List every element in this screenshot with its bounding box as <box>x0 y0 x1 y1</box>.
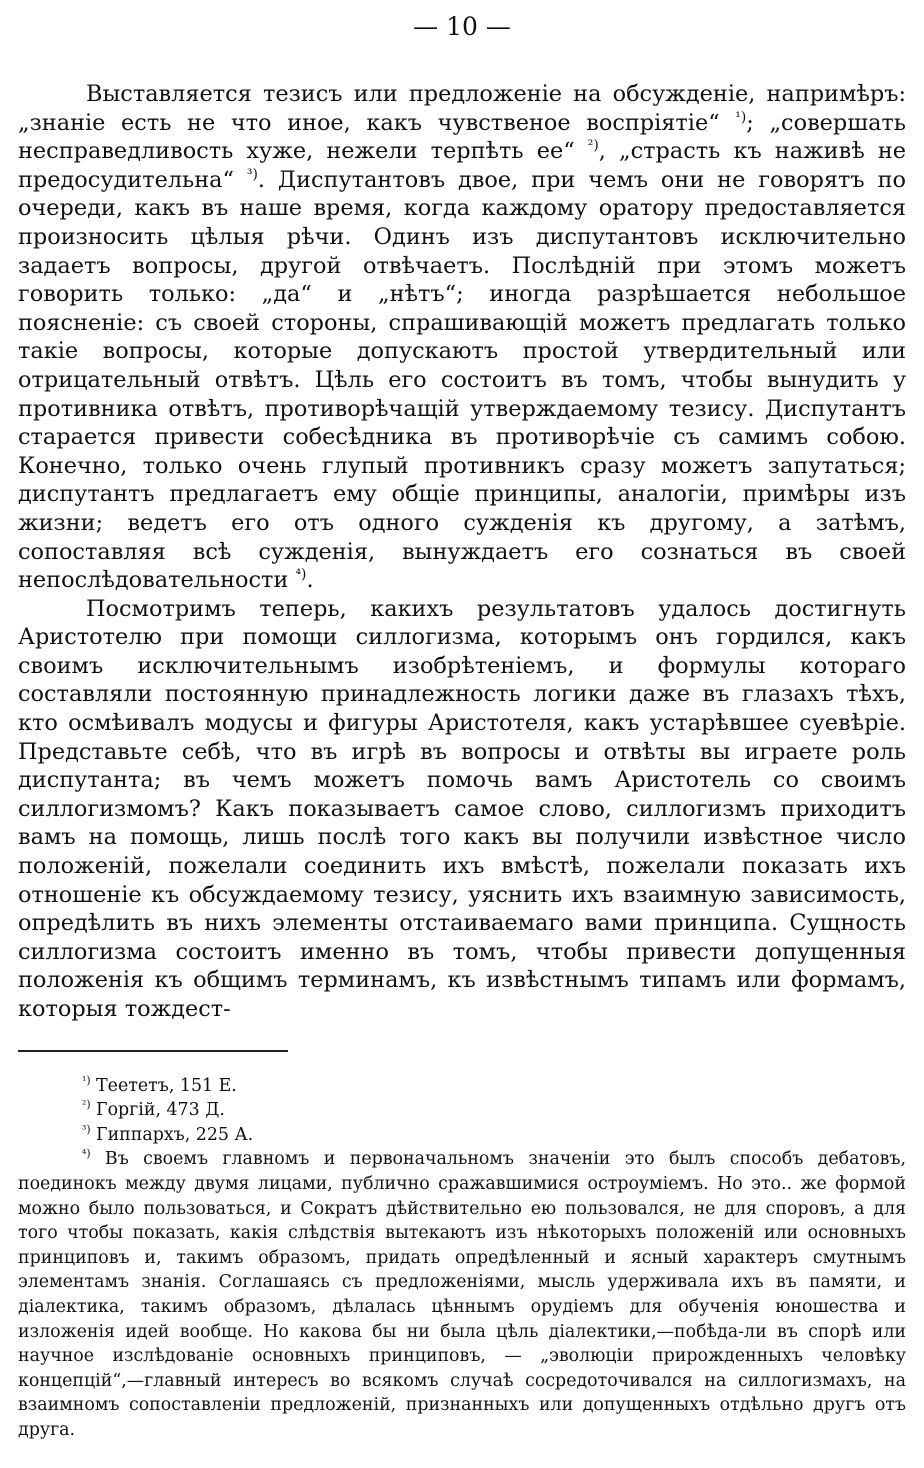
text-run: ; „совершать несправедливость хуже, нежели терпѣть ее“ <box>18 109 906 165</box>
footnote-2 <box>18 1098 906 1123</box>
footnote-ref-1: ¹) <box>735 109 747 126</box>
footnote-mark: ¹) <box>82 1073 91 1087</box>
text-run: , „страсть къ наживѣ не предосудительна“ <box>18 138 907 193</box>
text-run: . Диспутантовъ двое, при чемъ они не говорятъ по очереди, какъ въ наше время, когда каждому оратору предоставляется произносить цѣлыя рѣчи. Одинъ изъ диспутантовъ исключительно задаетъ вопросы, другой отвѣчаетъ. Послѣдній при этомъ можетъ говорить только: „да“ и „нѣтъ“; иногда разрѣшается небольшое поясненіе: съ своей стороны, спрашивающій можетъ предлагать только такіе вопросы, которые допускаютъ простой утвердительный или отрицательный отвѣтъ. Цѣль его состоитъ въ томъ, чтобы вынудить у противника отвѣтъ, противорѣчащій утверждаемому тезису. Диспутантъ старается привести собесѣдника въ противорѣчіе съ самимъ собою. Конечно, только очень глупый противникъ сразу можетъ запутаться; диспутантъ предлагаетъ ему общіе принципы, аналогіи, примѣры изъ жизни; ведетъ его отъ одного сужденія къ другому, а затѣмъ, сопоставляя всѣ сужденія, вынуждаетъ его сознаться въ своей непослѣдовательности <box>18 166 906 594</box>
footnote-4 <box>18 1147 906 1442</box>
paragraph-2 <box>18 595 906 1024</box>
footnote-ref-3: ³) <box>246 166 258 183</box>
footnote-mark: ²) <box>82 1098 91 1112</box>
footnote-ref-2: ²) <box>587 137 599 154</box>
footnote-text: Гиппархъ, 225 А. <box>90 1124 254 1145</box>
footnote-divider <box>18 1050 288 1052</box>
book-page <box>18 10 906 1443</box>
footnote-mark: ³) <box>82 1122 91 1136</box>
footnote-mark: ⁴) <box>82 1147 91 1161</box>
paragraph-1 <box>18 80 906 595</box>
footnote-1 <box>18 1074 906 1099</box>
text-run: . <box>306 567 314 594</box>
footnote-3 <box>18 1123 906 1148</box>
text-run: Посмотримъ теперь, какихъ результатовъ удалось достигнуть Аристотелю при помощи силлогизма, которымъ онъ гордился, какъ своимъ исключительнымъ изобрѣтеніемъ, и формулы котораго составляли постоянную принадлежность логики даже въ глазахъ тѣхъ, кто осмѣивалъ модусы и фигуры Аристотеля, какъ устарѣвшее суевѣріе. Представьте себѣ, что въ игрѣ въ вопросы и отвѣты вы играете роль диспутанта; въ чемъ можетъ помочь вамъ Аристотель со своимъ силлогизмомъ? Какъ показываетъ самое слово, силлогизмъ приходитъ вамъ на помощь, лишь послѣ того какъ вы получили извѣстное число положеній, пожелали соединить ихъ вмѣстѣ, пожелали показать ихъ отношеніе къ обсуждаемому тезису, уяснить ихъ взаимную зависимость, опредѣлить въ нихъ элементы отстаиваемаго вами принципа. Сущность силлогизма состоитъ именно въ томъ, чтобы привести допущенныя положенія къ общимъ терминамъ, къ извѣстнымъ типамъ или формамъ, которыя тождест- <box>18 595 906 1022</box>
text-run: Выставляется тезисъ или предложеніе на обсужденіе, напримѣръ: „знаніе есть не что иное, какъ чувственое воспріятіе“ <box>18 81 906 136</box>
footnotes <box>18 1074 906 1443</box>
page-number: — 10 — <box>413 12 511 41</box>
footnote-text: Теететъ, 151 Е. <box>90 1075 237 1096</box>
footnote-ref-4: ⁴) <box>295 566 307 583</box>
footnote-text: Въ своемъ главномъ и первоначальномъ значеніи это былъ способъ дебатовъ, поединокъ между двумя лицами, публично сражавшимися остроуміемъ. Но это.. же формой можно было пользоваться, и Сократъ дѣйствительно ею пользовался, не для споровъ, а для того чтобы показать, какія слѣдствія вытекаютъ изъ нѣкоторыхъ положеній или основныхъ принциповъ и, такимъ образомъ, придать опредѣленный и ясный характеръ смутнымъ элементамъ знанія. Соглашаясь съ предложеніями, мысль удерживала ихъ въ памяти, и діалектика, такимъ образомъ, дѣлалась цѣннымъ орудіемъ для обученія юношества и изложенія идей вообще. Но какова бы ни была цѣль діалектики,—побѣда-ли въ спорѣ или научное изслѣдованіе основныхъ принциповъ, — „эволюціи прирожденныхъ человѣку концепцій“,—главный интересъ во всякомъ случаѣ сосредоточивался на силлогизмахъ, на взаимномъ сопоставленіи предложеній, признанныхъ или допущенныхъ отдѣльно другъ отъ друга. <box>18 1149 906 1440</box>
footnote-text: Горгій, 473 Д. <box>90 1100 225 1121</box>
main-text <box>18 80 906 1024</box>
